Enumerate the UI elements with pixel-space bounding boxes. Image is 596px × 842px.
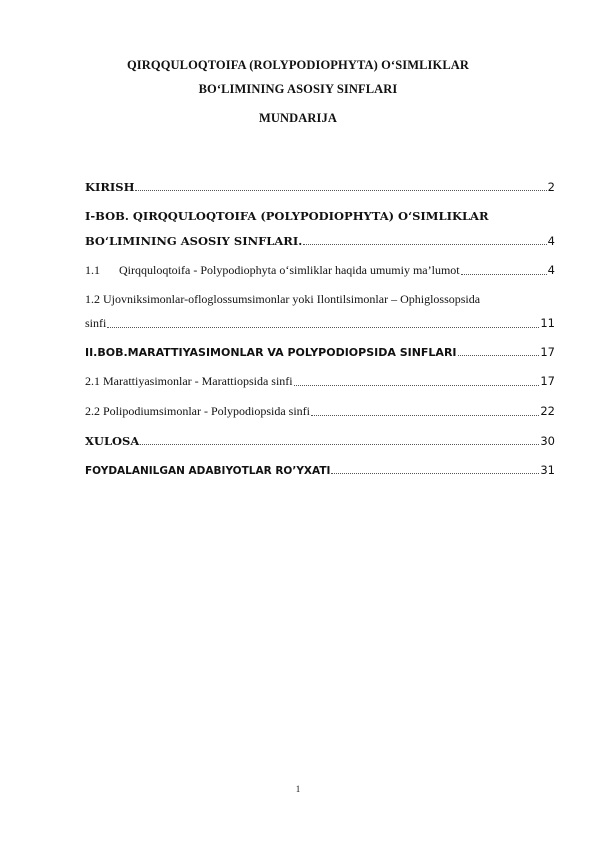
toc-entry-2-2[interactable] [85, 404, 555, 419]
toc-entry-label: 2.2 Polipodiumsimonlar - Polypodiopsida sinfi [85, 404, 311, 418]
toc-entry-page: 17 [540, 374, 555, 388]
toc-entry-label: II.BOB.MARATTIYASIMONLAR VA POLYPODIOPSIDA SINFLARI [85, 346, 457, 359]
dot-leader [311, 415, 539, 416]
toc-entry-page: 4 [547, 263, 555, 277]
toc-entry-page: 22 [540, 404, 555, 418]
toc-entry-kirish[interactable] [85, 180, 555, 194]
toc-entry-label: KIRISH [85, 180, 135, 194]
dot-leader [294, 385, 540, 386]
document-title-line-2: BO‘LIMINING ASOSIY SINFLARI [198, 82, 398, 96]
document-title-line-1: QIRQQULOQTOIFA (ROLYPODIOPHYTA) O‘SIMLIKLAR [126, 58, 470, 72]
toc-entry-page: 2 [547, 180, 555, 194]
toc-entry-2-1[interactable] [85, 374, 555, 389]
dot-leader [331, 473, 539, 474]
toc-entry-page: 31 [540, 463, 555, 477]
page-number-footer: 1 [295, 784, 301, 794]
dot-leader [461, 274, 547, 275]
dot-leader [458, 355, 540, 356]
toc-entry-label: FOYDALANILGAN ADABIYOTLAR RO’YXATI [85, 465, 331, 477]
dot-leader [107, 327, 539, 328]
toc-entry-1-1[interactable] [85, 263, 555, 278]
toc-entry-label: I-BOB. QIRQQULOQTOIFA (POLYPODIOPHYTA) O‘SIMLIKLAR [85, 209, 489, 223]
toc-entry-label: BO‘LIMINING ASOSIY SINFLARI. [85, 234, 303, 248]
toc-entry-label: Qirqquloqtoifa - Polypodiophyta o‘simliklar haqida umumiy ma’lumot [119, 263, 460, 277]
toc-entry-chapter1[interactable] [85, 234, 555, 248]
toc-entry-label: 2.1 Marattiyasimonlar - Marattiopsida sinfi [85, 374, 293, 388]
toc-entry-number: 1.1 [85, 263, 100, 277]
toc-entry-chapter2[interactable] [85, 345, 555, 359]
dot-leader [135, 190, 546, 191]
toc-entry-page: 17 [540, 345, 555, 359]
toc-entry-page: 4 [547, 234, 555, 248]
toc-entry-label: XULOSA [85, 434, 140, 448]
toc-chapter1-line1[interactable] [85, 209, 555, 223]
dot-leader [303, 244, 546, 245]
toc-entry-1-2[interactable] [85, 316, 555, 331]
toc-entry-page: 30 [540, 434, 555, 448]
dot-leader [140, 444, 539, 445]
toc-entry-label: 1.2 Ujovniksimonlar-ofloglossumsimonlar yoki Ilontilsimonlar – Ophiglossopsida [85, 292, 481, 306]
toc-entry-label: sinfi [85, 316, 107, 330]
toc-entry-adabiyotlar[interactable] [85, 463, 555, 477]
toc-1-2-line1[interactable] [85, 292, 555, 307]
toc-entry-page: 11 [540, 316, 555, 330]
toc-entry-xulosa[interactable] [85, 434, 555, 448]
contents-heading: MUNDARIJA [259, 111, 337, 125]
